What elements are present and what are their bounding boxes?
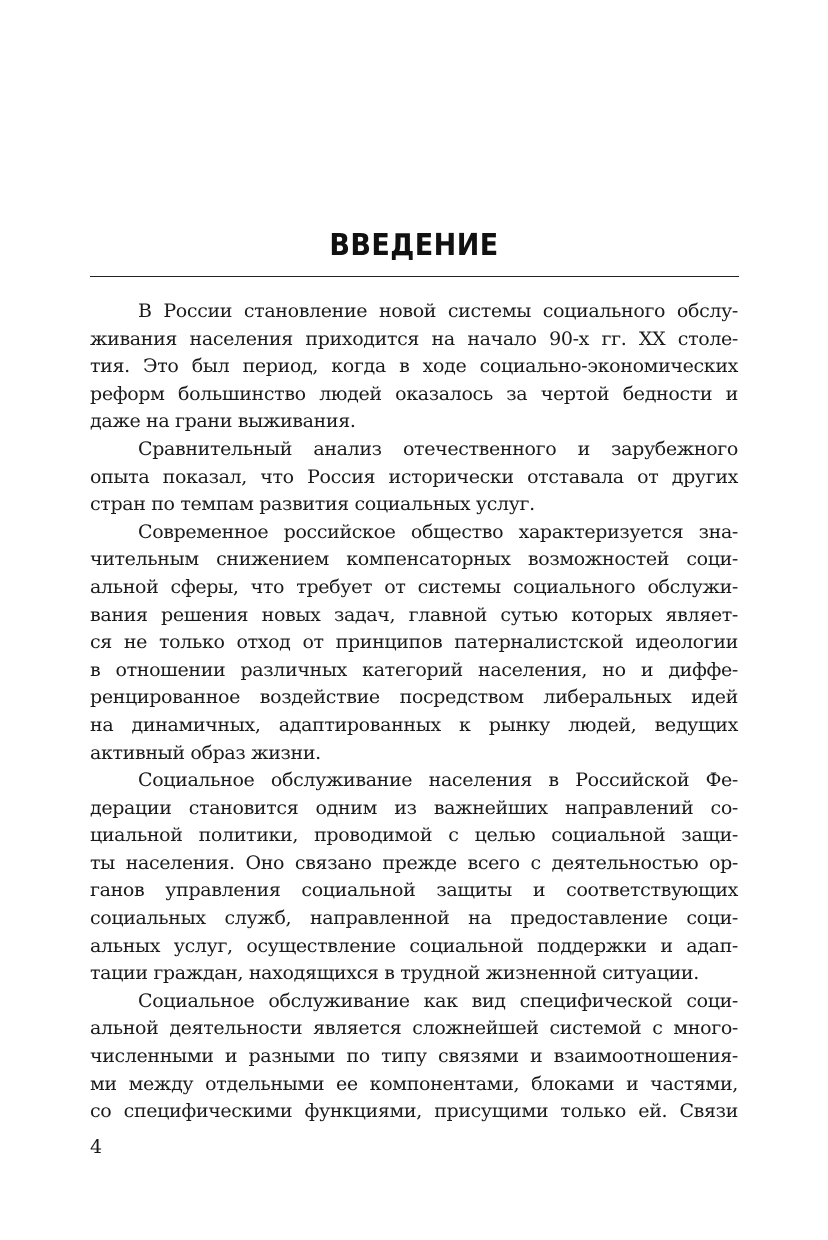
paragraph <box>90 988 738 1126</box>
text-line: вания решения новых задач, главной сутью которых являет- <box>90 603 738 626</box>
text-line: ренцированное воздействие посредством либеральных идей <box>90 686 738 709</box>
text-line: циальной политики, проводимой с целью социальной защи- <box>90 824 738 847</box>
text-line: тия. Это был период, когда в ходе социально-экономических <box>90 355 738 378</box>
paragraph <box>90 519 738 767</box>
text-line: в отношении различных категорий населения, но и диффе- <box>90 658 738 681</box>
text-line: Социальное обслуживание населения в Российской Фе- <box>138 769 738 792</box>
text-line: живания населения приходится на начало 90-х гг. XX столе- <box>90 327 738 350</box>
text-line: ми между отдельными ее компонентами, блоками и частями, <box>90 1072 738 1095</box>
text-line: ся не только отход от принципов патерналистской идеологии <box>90 631 738 654</box>
text-line: на динамичных, адаптированных к рынку людей, ведущих <box>90 713 738 736</box>
text-line: Современное российское общество характеризуется зна- <box>138 520 738 543</box>
text-line: стран по темпам развития социальных услуг. <box>90 493 535 516</box>
text-line: В России становление новой системы социального обслу- <box>138 300 738 322</box>
text-line: ганов управления социальной защиты и соответствующих <box>90 879 738 902</box>
text-line: социальных служб, направленной на предоставление соци- <box>90 907 738 930</box>
text-line: Социальное обслуживание как вид специфической соци- <box>138 989 738 1012</box>
text-line: альной сферы, что требует от системы социального обслужи- <box>90 575 738 598</box>
text-line: численными и разными по типу связями и взаимоотношения- <box>90 1045 738 1068</box>
text-line: опыта показал, что Россия исторически отставала от других <box>90 465 738 488</box>
text-line: даже на грани выживания. <box>90 410 356 433</box>
paragraph <box>90 298 738 436</box>
text-line: со специфическими функциями, присущими только ей. Связи <box>90 1100 738 1123</box>
paragraph <box>90 767 738 988</box>
page-number: 4 <box>90 1136 103 1158</box>
text-line: альных услуг, осуществление социальной поддержки и адап- <box>90 934 738 957</box>
chapter-title: ВВЕДЕНИЕ <box>329 228 499 263</box>
text-line: тации граждан, находящихся в трудной жизненной ситуации. <box>90 962 699 985</box>
text-line: активный образ жизни. <box>90 741 321 764</box>
text-line: альной деятельности является сложнейшей системой с много- <box>90 1017 738 1040</box>
paragraph <box>90 436 738 519</box>
text-line: дерации становится одним из важнейших направлений со- <box>90 796 738 819</box>
text-line: ты населения. Оно связано прежде всего с деятельностью ор- <box>90 851 738 874</box>
title-underline <box>90 276 739 277</box>
text-line: реформ большинство людей оказалось за чертой бедности и <box>90 382 738 405</box>
text-line: чительным снижением компенсаторных возможностей соци- <box>90 548 738 571</box>
body-text <box>90 298 738 1126</box>
text-line: Сравнительный анализ отечественного и зарубежного <box>138 437 738 460</box>
